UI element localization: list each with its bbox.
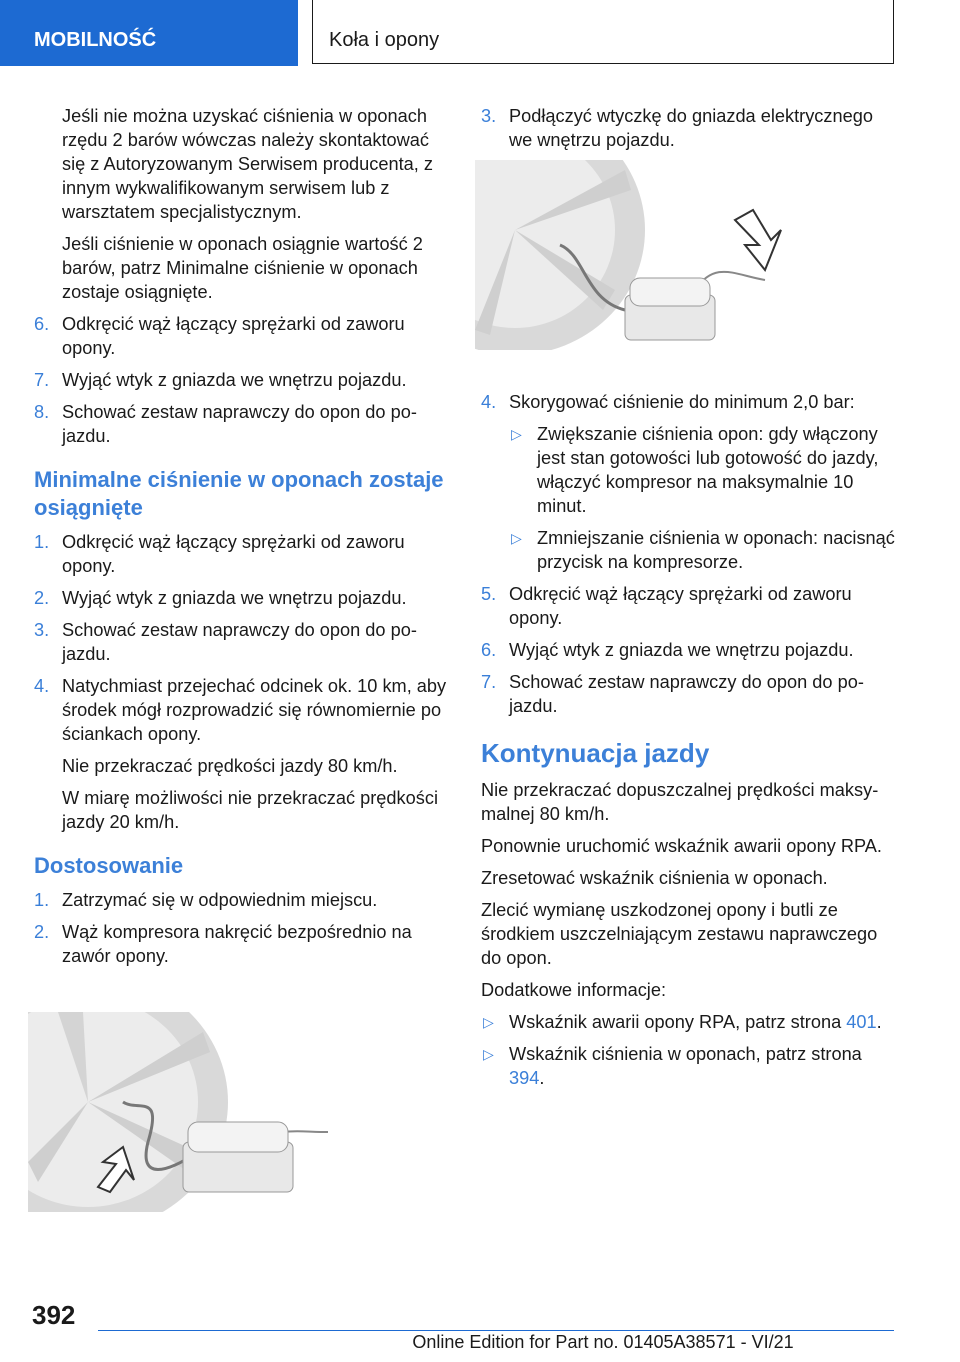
step-number: 6. [481, 640, 497, 660]
compressor-socket-illustration [475, 160, 895, 350]
step-text: Schować zestaw naprawczy do opon do pojazdu. [62, 402, 417, 446]
sub-list-item [481, 422, 901, 518]
step-text: Wyjąć wtyk z gniazda we wnętrzu pojazdu. [62, 370, 407, 390]
step-text: Skorygować ciśnienie do minimum 2,0 bar: [509, 392, 855, 412]
reference-item [481, 1042, 901, 1090]
step-number: 1. [34, 890, 50, 910]
body-paragraph: Dodatkowe informacje: [481, 980, 666, 1000]
list-item [481, 638, 901, 662]
step-number: 2. [34, 922, 50, 942]
step-text: Schować zestaw naprawczy do opon do pojazdu. [509, 672, 864, 716]
compressor-valve-illustration [28, 1012, 448, 1212]
right-column [481, 104, 901, 1098]
reference-text: Wskaźnik ciśnienia w oponach, patrz strona [509, 1044, 862, 1064]
footer-divider [98, 1330, 894, 1331]
section-title: MOBILNOŚĆ [34, 29, 157, 51]
body-paragraph: Ponownie uruchomić wskaźnik awarii opony RPA. [481, 836, 882, 856]
step-number: 7. [34, 370, 50, 390]
reference-end: . [539, 1068, 545, 1088]
step-text: Wyjąć wtyk z gniazda we wnętrzu pojazdu. [509, 640, 854, 660]
sub-list-item [481, 526, 901, 574]
step-number: 4. [481, 392, 497, 412]
list-item [34, 674, 454, 746]
reference-end: . [876, 1012, 882, 1032]
triangle-bullet-icon: ▷ [511, 530, 522, 546]
step-number: 1. [34, 532, 50, 552]
reference-text: Wskaźnik awarii opony RPA, patrz strona [509, 1012, 847, 1032]
body-paragraph: Nie przekraczać dopuszczalnej prędkości maksymalnej 80 km/h. [481, 780, 879, 824]
list-item [34, 400, 454, 448]
step-text: Zatrzymać się w odpowiednim miejscu. [62, 890, 378, 910]
section-heading: Dostosowanie [34, 853, 184, 878]
list-item [34, 586, 454, 610]
triangle-bullet-icon: ▷ [483, 1014, 494, 1030]
page-number: 392 [32, 1300, 76, 1330]
body-paragraph: Zlecić wymianę uszkodzonej opony i butli ze środkiem uszczelniającym zestawu naprawczego do opon. [481, 900, 878, 968]
section-heading: Kontynuacja jazdy [481, 738, 710, 768]
list-item [34, 920, 454, 968]
list-item [34, 888, 454, 912]
note-text: W miarę możliwości nie przekraczać prędkości jazdy 20 km/h. [62, 788, 438, 832]
step-text: Podłączyć wtyczkę do gniazda elektrycznego we wnętrzu pojazdu. [509, 106, 873, 150]
list-item [481, 390, 901, 414]
step-number: 2. [34, 588, 50, 608]
list-item [481, 582, 901, 630]
list-item [34, 618, 454, 666]
triangle-bullet-icon: ▷ [511, 426, 522, 442]
step-number: 3. [34, 620, 50, 640]
note-text: Nie przekraczać prędkości jazdy 80 km/h. [62, 756, 398, 776]
list-item [481, 670, 901, 718]
list-item [34, 312, 454, 360]
sub-text: Zwiększanie ciśnienia opon: gdy włączony jest stan gotowości lub gotowość do jazdy, włączyć kompresor na maksymalnie 10 minut. [537, 424, 879, 516]
step-number: 6. [34, 314, 50, 334]
step-text: Odkręcić wąż łączący sprężarki od zaworu opony. [62, 532, 405, 576]
step-text: Wąż kompresora nakręcić bezpośrednio na zawór opony. [62, 922, 412, 966]
step-number: 5. [481, 584, 497, 604]
body-paragraph: Zresetować wskaźnik ciśnienia w oponach. [481, 868, 828, 888]
step-text: Odkręcić wąż łączący sprężarki od zaworu opony. [509, 584, 852, 628]
step-number: 3. [481, 106, 497, 126]
triangle-bullet-icon: ▷ [483, 1046, 494, 1062]
section-heading: Minimalne ciśnienie w oponach zostaje osiągnięte [34, 467, 444, 520]
reference-item [481, 1010, 901, 1034]
chapter-header [312, 0, 894, 64]
left-column [34, 104, 454, 976]
step-text: Wyjąć wtyk z gniazda we wnętrzu pojazdu. [62, 588, 407, 608]
page-link[interactable]: 394 [509, 1068, 540, 1088]
step-text: Schować zestaw naprawczy do opon do pojazdu. [62, 620, 417, 664]
intro-paragraph: Jeśli nie można uzyskać ciśnienia w oponach rzędu 2 barów wówczas należy skontaktować się z Autoryzowanym Serwisem producenta, z innym wykwalifikowanym serwisem lub z warsztatem specjalistycznym. [62, 106, 433, 222]
list-item [34, 530, 454, 578]
step-number: 4. [34, 676, 50, 696]
section-tab [0, 0, 298, 66]
sub-text: Zmniejszanie ciśnienia w oponach: nacisnąć przycisk na kompresorze. [537, 528, 895, 572]
intro-paragraph: Jeśli ciśnienie w oponach osiągnie wartość 2 barów, patrz Minimalne ciśnienie w oponach zostaje osiągnięte. [62, 234, 423, 302]
chapter-title: Koła i opony [329, 29, 440, 51]
footer-edition: Online Edition for Part no. 01405A38571 - VI/21 [412, 1332, 794, 1352]
step-text: Natychmiast przejechać odcinek ok. 10 km, aby środek mógł rozprowadzić się równomiernie po ściankach opony. [62, 676, 447, 744]
step-number: 7. [481, 672, 497, 692]
list-item [34, 368, 454, 392]
page-link[interactable]: 401 [846, 1012, 877, 1032]
list-item [481, 104, 901, 152]
step-number: 8. [34, 402, 50, 422]
step-text: Odkręcić wąż łączący sprężarki od zaworu opony. [62, 314, 405, 358]
